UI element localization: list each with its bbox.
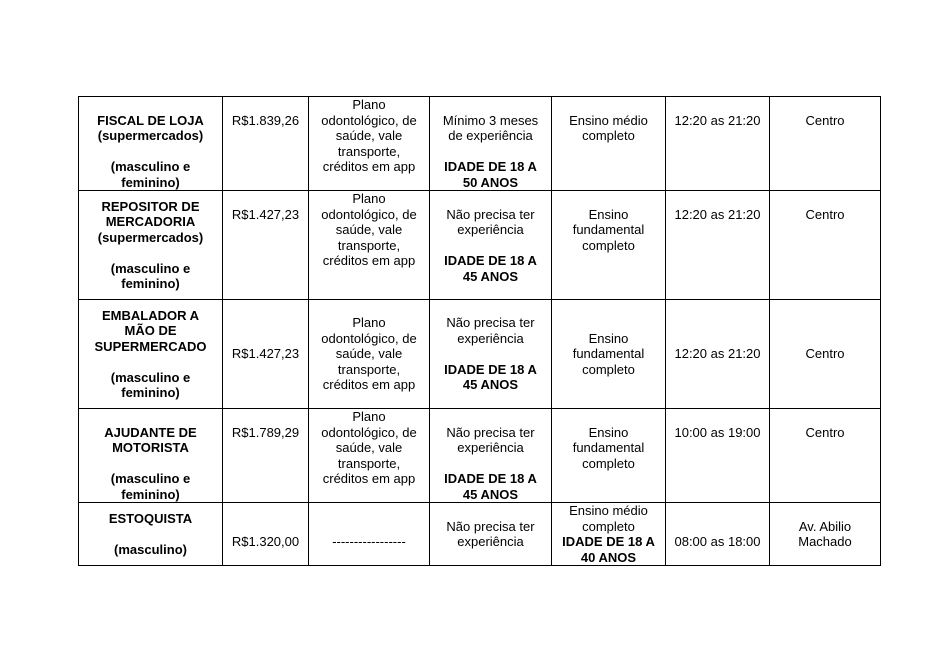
- benefits-cell: Plano odontológico, de saúde, vale transporte, créditos em app: [309, 191, 430, 300]
- salary-cell: R$1.320,00: [223, 503, 309, 566]
- benefits-cell: Plano odontológico, de saúde, vale transporte, créditos em app: [309, 97, 430, 191]
- job-title-cell: REPOSITOR DE MERCADORIA (supermercados) (masculino e feminino): [79, 191, 223, 300]
- requirements-cell: Não precisa ter experiência IDADE DE 18 A 45 ANOS: [430, 191, 552, 300]
- schedule-cell: 10:00 as 19:00: [666, 409, 770, 503]
- job-title-cell: EMBALADOR A MÃO DE SUPERMERCADO (masculino e feminino): [79, 300, 223, 409]
- benefits-cell: Plano odontológico, de saúde, vale transporte, créditos em app: [309, 409, 430, 503]
- job-listings-table: [78, 96, 881, 566]
- location-cell: Centro: [770, 191, 881, 300]
- location-cell: Av. Abilio Machado: [770, 503, 881, 566]
- education-cell: Ensino fundamental completo: [552, 300, 666, 409]
- table-row: [79, 300, 881, 409]
- schedule-cell: 12:20 as 21:20: [666, 97, 770, 191]
- location-cell: Centro: [770, 409, 881, 503]
- education-cell: Ensino médio completo IDADE DE 18 A 40 ANOS: [552, 503, 666, 566]
- salary-cell: R$1.789,29: [223, 409, 309, 503]
- requirements-cell: Não precisa ter experiência: [430, 503, 552, 566]
- requirements-cell: Não precisa ter experiência IDADE DE 18 A 45 ANOS: [430, 409, 552, 503]
- salary-cell: R$1.427,23: [223, 300, 309, 409]
- schedule-cell: 12:20 as 21:20: [666, 191, 770, 300]
- education-cell: Ensino fundamental completo: [552, 191, 666, 300]
- education-cell: Ensino fundamental completo: [552, 409, 666, 503]
- salary-cell: R$1.839,26: [223, 97, 309, 191]
- benefits-cell: -----------------: [309, 503, 430, 566]
- job-title-cell: ESTOQUISTA (masculino): [79, 503, 223, 566]
- table-row: [79, 409, 881, 503]
- schedule-cell: 08:00 as 18:00: [666, 503, 770, 566]
- job-title-cell: AJUDANTE DE MOTORISTA (masculino e feminino): [79, 409, 223, 503]
- table-row: [79, 191, 881, 300]
- job-title-cell: FISCAL DE LOJA (supermercados) (masculino e feminino): [79, 97, 223, 191]
- education-cell: Ensino médio completo: [552, 97, 666, 191]
- table-row: [79, 97, 881, 191]
- location-cell: Centro: [770, 97, 881, 191]
- requirements-cell: Mínimo 3 meses de experiência IDADE DE 18 A 50 ANOS: [430, 97, 552, 191]
- location-cell: Centro: [770, 300, 881, 409]
- salary-cell: R$1.427,23: [223, 191, 309, 300]
- requirements-cell: Não precisa ter experiência IDADE DE 18 A 45 ANOS: [430, 300, 552, 409]
- benefits-cell: Plano odontológico, de saúde, vale transporte, créditos em app: [309, 300, 430, 409]
- schedule-cell: 12:20 as 21:20: [666, 300, 770, 409]
- table-row: [79, 503, 881, 566]
